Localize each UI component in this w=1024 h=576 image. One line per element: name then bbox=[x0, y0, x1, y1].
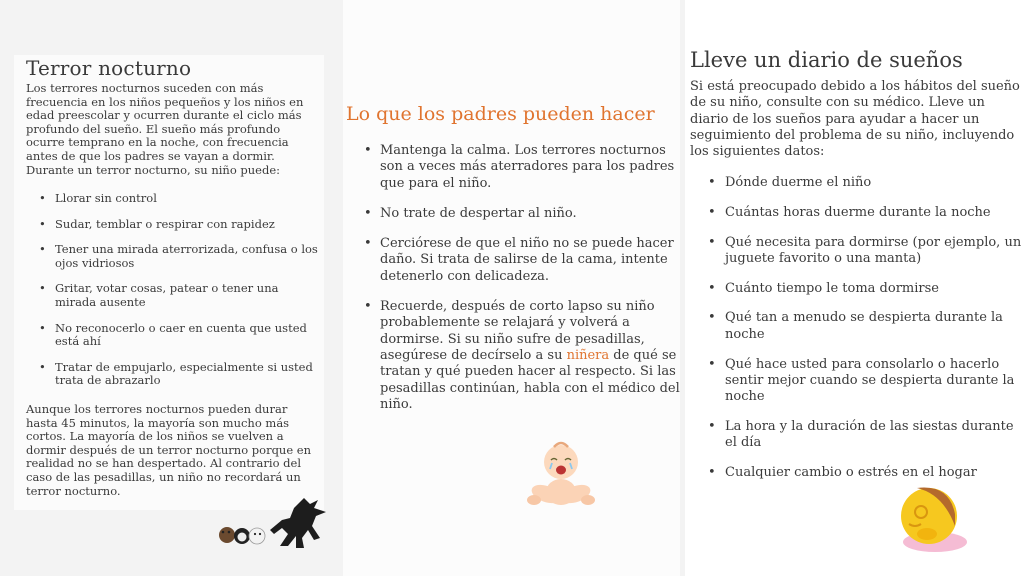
diario-title: Lleve un diario de sueños bbox=[690, 48, 963, 72]
padres-title: Lo que los padres pueden hacer bbox=[346, 103, 655, 125]
list-item: • Cuántas horas duerme durante la noche bbox=[694, 205, 1024, 221]
diario-list bbox=[694, 175, 1024, 495]
ninera-link[interactable]: niñera bbox=[566, 347, 610, 363]
item-text: de qué se tratan y qué pueden hacer al respecto. Si las pesadillas continúan, habla con el médico del niño. bbox=[380, 347, 680, 412]
list-item: • Qué necesita para dormirse (por ejemplo, un juguete favorito o una manta) bbox=[694, 235, 1024, 268]
crying-baby-icon bbox=[524, 436, 598, 520]
item-text: Recuerde, después de corto lapso su niño probablemente se relajará y volverá a dormirse. Si su niño sufre de pesadillas, asegúrese de decírselo a su bbox=[380, 299, 655, 363]
list-item: • La hora y la duración de las siestas durante el día bbox=[694, 419, 1024, 452]
list-item: • Mantenga la calma. Los terrores nocturnos son a veces más aterradores para los padres que para el niño. bbox=[350, 143, 680, 192]
terror-nocturno-title: Terror nocturno bbox=[26, 56, 192, 80]
list-item bbox=[350, 299, 680, 413]
sleeping-emoji-icon bbox=[893, 486, 973, 558]
terror-symptoms-list bbox=[26, 192, 318, 400]
list-item: • Llorar sin control bbox=[26, 192, 318, 206]
list-item: • Qué tan a menudo se despierta durante la noche bbox=[694, 310, 1024, 343]
list-item: • Tratar de empujarlo, especialmente si usted trata de abrazarlo bbox=[26, 361, 318, 388]
padres-list bbox=[350, 143, 680, 427]
list-item: • Tener una mirada aterrorizada, confusa o los ojos vidriosos bbox=[26, 243, 318, 270]
list-item: • Cualquier cambio o estrés en el hogar bbox=[694, 465, 1024, 481]
list-item: • Sudar, temblar o respirar con rapidez bbox=[26, 218, 318, 232]
terror-nocturno-intro: Los terrores nocturnos suceden con más frecuencia en los niños pequeños y los niños en edad preescolar y ocurren durante el ciclo más profundo del sueño. El sueño más profundo ocurre temprano en la noche, con frecuencia antes de que los padres se vayan a dormir. Durante un terror nocturno, su niño puede: bbox=[26, 81, 304, 177]
werewolf-icon bbox=[268, 494, 330, 550]
diario-intro: Si está preocupado debido a los hábitos del sueño de su niño, consulte con su médico. Lleve un diario de los sueños para ayudar a hacer un seguimiento del problema de su niño, incluyendo los siguientes datos: bbox=[690, 79, 1020, 160]
list-item: • Cerciórese de que el niño no se puede hacer daño. Si trata de salirse de la cama, intente detenerlo con delicadeza. bbox=[350, 236, 680, 285]
list-item: • Dónde duerme el niño bbox=[694, 175, 1024, 191]
list-item: • No reconocerlo o caer en cuenta que usted está ahí bbox=[26, 322, 318, 349]
list-item: • Qué hace usted para consolarlo o hacerlo sentir mejor cuando se despierta durante la noche bbox=[694, 357, 1024, 406]
list-item: • Cuánto tiempo le toma dormirse bbox=[694, 281, 1024, 297]
bears-sticker-icon bbox=[216, 524, 270, 548]
terror-nocturno-closing: Aunque los terrores nocturnos pueden durar hasta 45 minutos, la mayoría son mucho más cortos. La mayoría de los niños se vuelven a dormir después de un terror nocturno porque en realidad no se han despertado. Al contrario del caso de las pesadillas, un niño no recordará un terror nocturno. bbox=[26, 402, 312, 498]
list-item: • Gritar, votar cosas, patear o tener una mirada ausente bbox=[26, 282, 318, 309]
list-item: • No trate de despertar al niño. bbox=[350, 206, 680, 222]
